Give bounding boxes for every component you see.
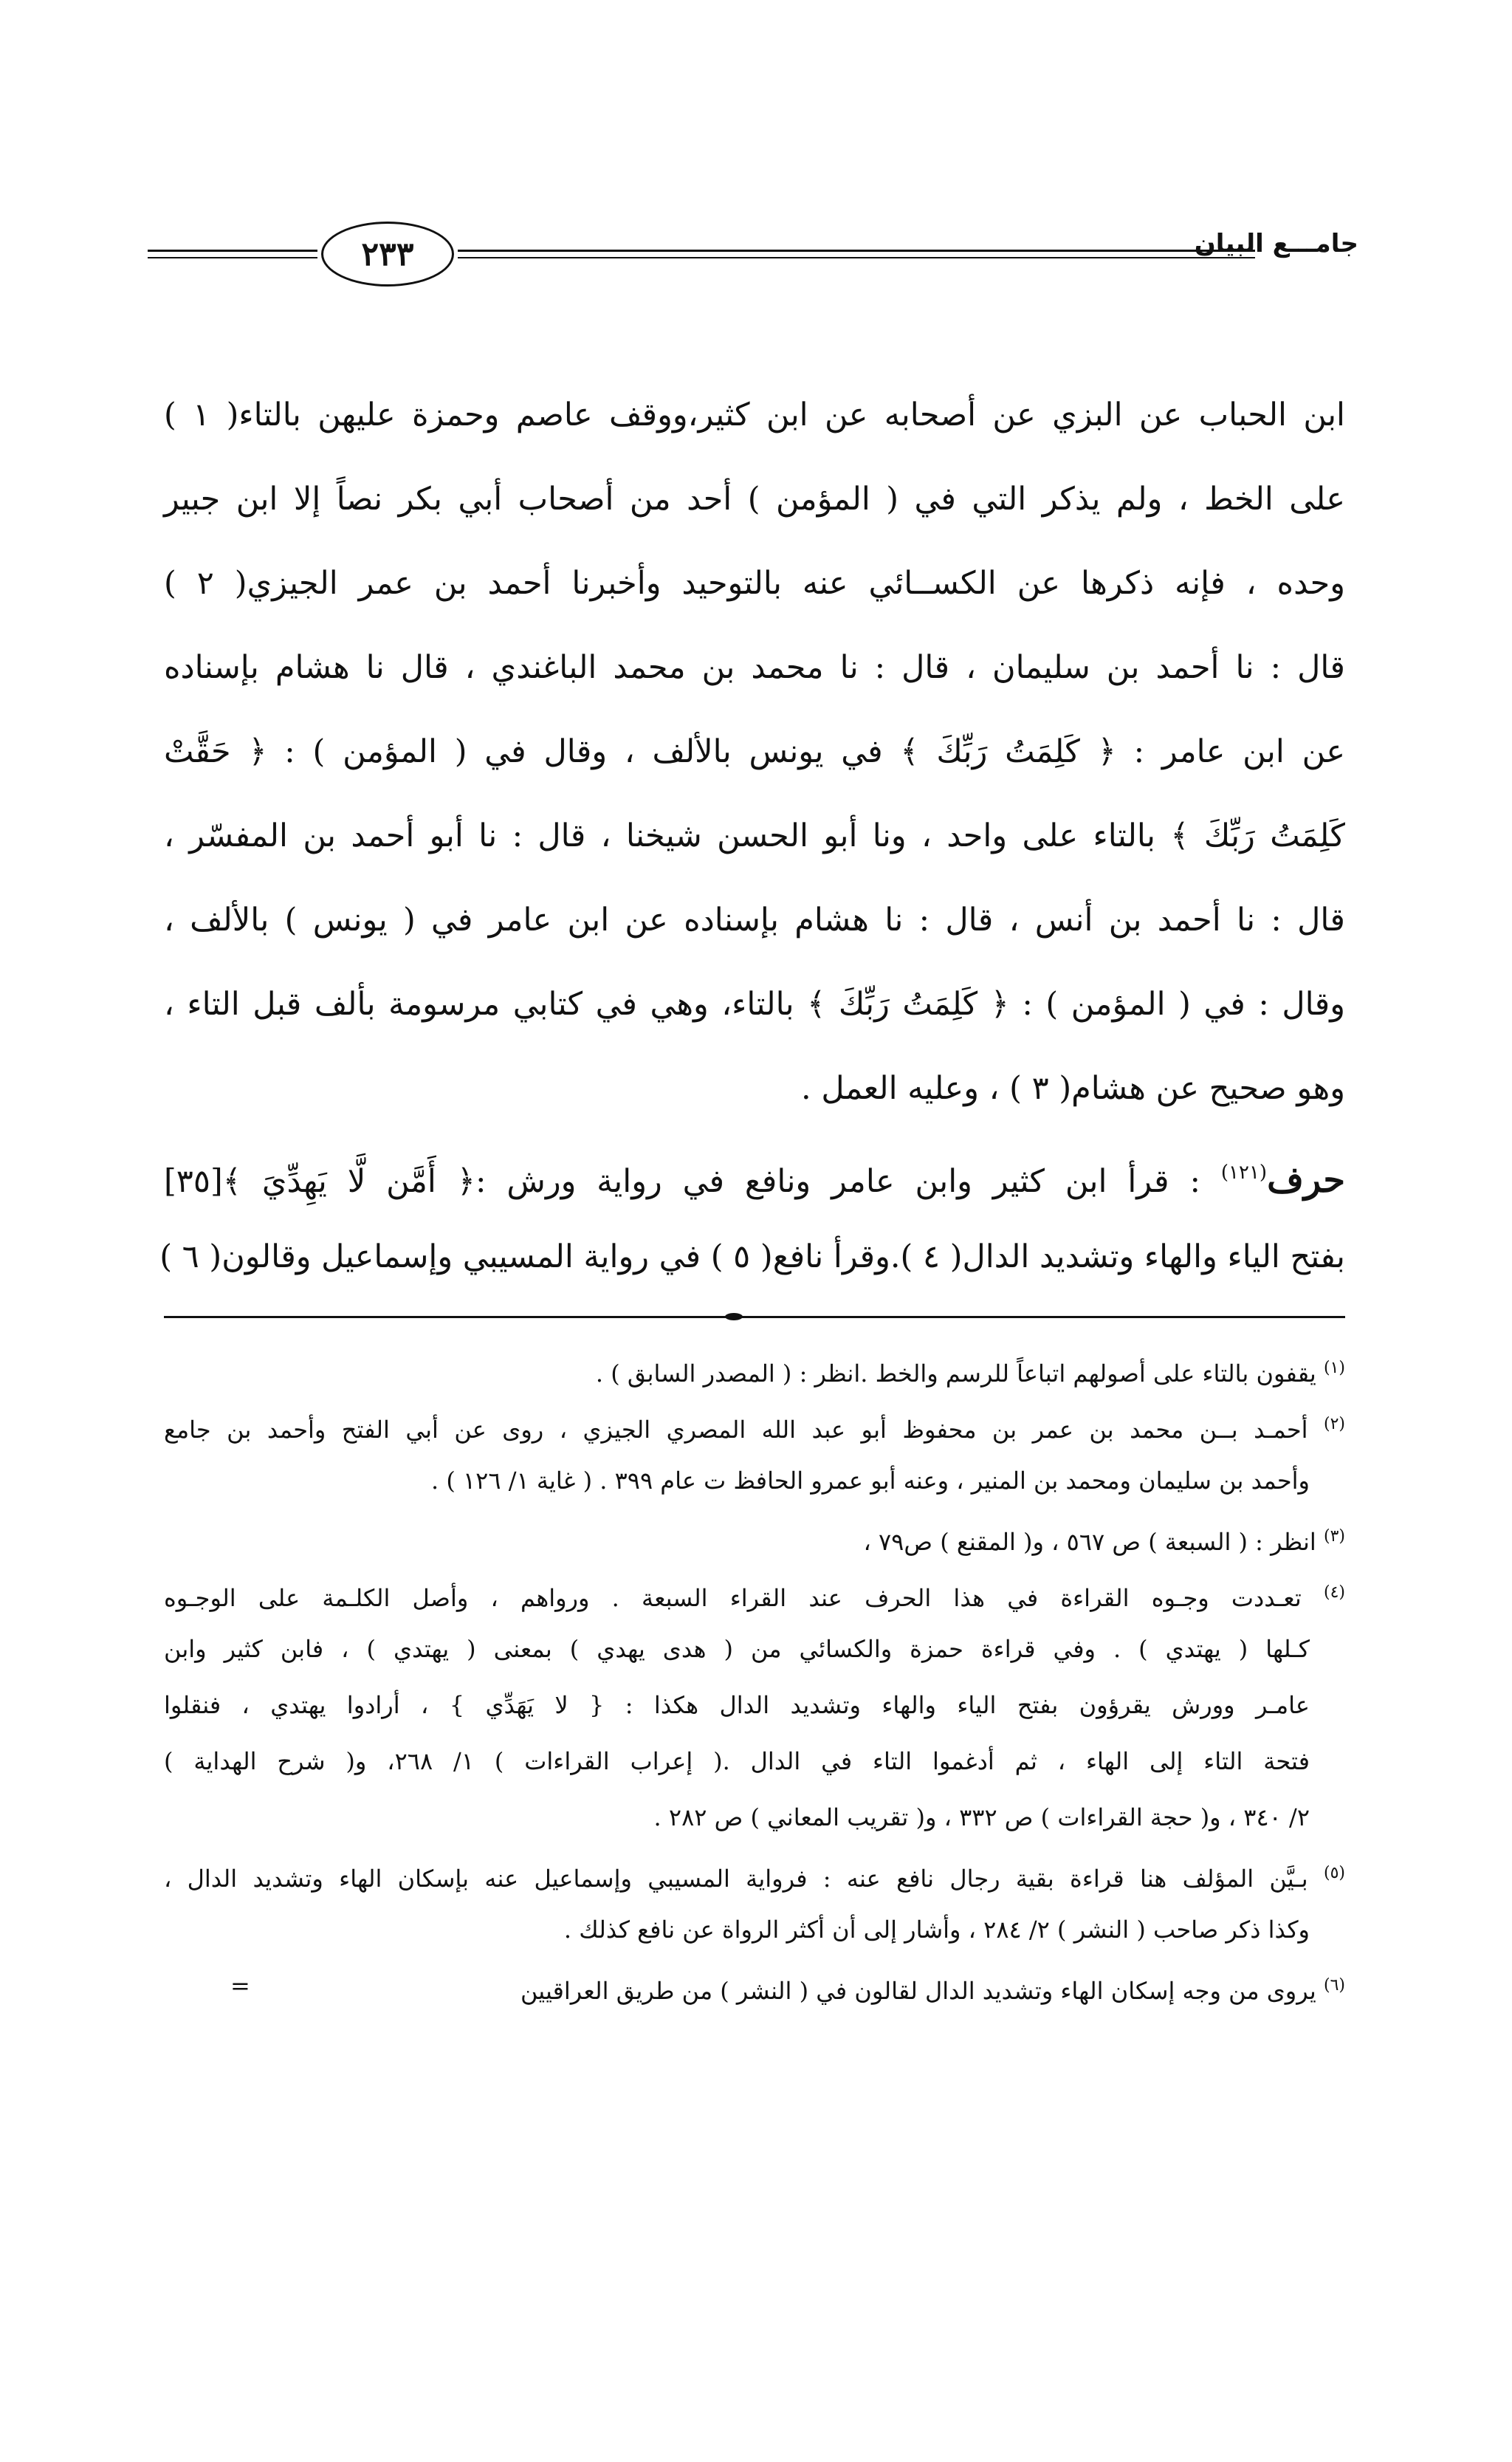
footnote-4 <box>164 1565 1345 1621</box>
footnote-4-cont: ٢/ ٣٤٠ ، و( حجة القراءات ) ص ٣٣٢ ، و( تقريب المعاني ) ص ٢٨٢ . <box>653 1803 1310 1831</box>
separator-bar <box>164 1316 1345 1318</box>
footnote-mark: (٣) <box>1323 1527 1345 1546</box>
text-line: قال : نا أحمد بن أنس ، قال : نا هشام بإسناده عن ابن عامر في ( يونس ) بالألف ، <box>164 902 1345 939</box>
text-line: عن ابن عامر : ﴿ كَلِمَتُ رَبِّكَ ﴾ في يونس بالألف ، وقال في ( المؤمن ) : ﴿ حَقَّتْ <box>164 733 1345 770</box>
page-header <box>148 222 1358 288</box>
text-line: بفتح الياء والهاء وتشديد الدال( ٤ ).وقرأ نافع( ٥ ) في رواية المسيبي وإسماعيل وقالون( ٦ ) <box>159 1238 1345 1275</box>
harf-label: حرف <box>1267 1159 1345 1201</box>
footnote-6 <box>164 1958 1345 2014</box>
main-text <box>159 373 1346 1299</box>
footnote-mark: (٤) <box>1324 1583 1346 1602</box>
footnote-text: بـيَّن المؤلف هنا قراءة بقية رجال نافع عنه : فرواية المسيبي وإسماعيل عنه بإسكان الهاء وتشديد الدال ، <box>164 1865 1308 1893</box>
harf-text: : قرأ ابن كثير وابن عامر ونافع في رواية ورش :﴿ أَمَّن لَّا يَهِدِّيَ ﴾[٣٥] <box>164 1163 1221 1200</box>
continuation-mark: = <box>230 1972 250 2000</box>
footnote-mark: (٥) <box>1324 1864 1346 1882</box>
text-line: قال : نا أحمد بن سليمان ، قال : نا محمد بن محمد الباغندي ، قال نا هشام بإسناده <box>164 649 1345 686</box>
footnotes <box>164 1340 1345 2014</box>
text-line: وحده ، فإنه ذكرها عن الكســائي عنه بالتوحيد وأخبرنا أحمد بن عمر الجيزي( ٢ ) <box>164 565 1345 602</box>
footnote-4-cont: فتحة التاء إلى الهاء ، ثم أدغموا التاء في الدال .( إعراب القراءات ) ١/ ٢٦٨، و( شرح الهداية ) <box>164 1747 1310 1775</box>
footnote-text: يقفون بالتاء على أصولهم اتباعاً للرسم والخط .انظر : ( المصدر السابق ) . <box>595 1359 1316 1388</box>
footnote-text: يروى من وجه إسكان الهاء وتشديد الدال لقالون في ( النشر ) من طريق العراقيين <box>520 1977 1316 2005</box>
header-rule-left <box>148 250 317 252</box>
footnote-mark: (٦) <box>1323 1976 1345 1995</box>
text-line: على الخط ، ولم يذكر التي في ( المؤمن ) أحد من أصحاب أبي بكر نصاً إلا ابن جبير <box>164 481 1345 518</box>
footnote-3 <box>164 1509 1345 1565</box>
harf-entry <box>164 1131 1345 1215</box>
header-rule-left-thin <box>148 257 317 258</box>
text-line: ابن الحباب عن البزي عن أصحابه عن ابن كثير،ووقف عاصم وحمزة عليهن بالتاء( ١ ) <box>164 397 1346 433</box>
text-line: وقال : في ( المؤمن ) : ﴿ كَلِمَتُ رَبِّكَ ﴾ بالتاء، وهي في كتابي مرسومة بألف قبل التاء ، <box>164 986 1345 1023</box>
footnote-2-cont: وأحمد بن سليمان ومحمد بن المنير ، وعنه أبو عمرو الحافظ ت عام ٣٩٩ . ( غاية ١/ ١٢٦ ) . <box>430 1467 1310 1495</box>
footnote-5 <box>164 1845 1345 1902</box>
footnote-5-cont: وكذا ذكر صاحب ( النشر ) ٢/ ٢٨٤ ، وأشار إلى أن أكثر الرواة عن نافع كذلك . <box>563 1916 1310 1944</box>
footnote-mark: (١) <box>1323 1359 1345 1377</box>
footnote-2 <box>164 1396 1345 1453</box>
book-title: جامـــع البيان <box>1194 229 1358 258</box>
page-number: ٢٣٣ <box>321 222 454 287</box>
text-line: كَلِمَتُ رَبِّكَ ﴾ بالتاء على واحد ، ونا أبو الحسن شيخنا ، قال : نا أبو أحمد بن المفسّر ، <box>164 817 1345 854</box>
footnote-separator <box>164 1313 1345 1322</box>
footnote-text: أحمـد بــن محمد بن عمر بن محفوظ أبو عبد الله المصري الجيزي ، روى عن أبي الفتح وأحمد بن جامع <box>164 1416 1308 1444</box>
footnote-4-cont: كـلها ( يهتدي ) . وفي قراءة حمزة والكسائي من ( هدى يهدي ) بمعنى ( يهتدي ) ، فابن كثير وابن <box>164 1635 1310 1663</box>
header-rule-right-thin <box>458 257 1255 258</box>
footnote-4-cont: عامـر وورش يقرؤون بفتح الياء والهاء وتشديد الدال هكذا : { لا يَهَدِّي } ، أرادوا يهتدي ، فنقلوا <box>164 1691 1310 1719</box>
text-line: وهو صحيح عن هشام( ٣ ) ، وعليه العمل . <box>801 1070 1345 1107</box>
separator-ornament <box>725 1313 743 1320</box>
footnote-1 <box>164 1340 1345 1396</box>
footnote-mark: (٢) <box>1324 1415 1346 1433</box>
harf-number: (١٢١) <box>1220 1162 1268 1184</box>
header-rule-right <box>458 250 1255 252</box>
footnote-text: انظر : ( السبعة ) ص ٥٦٧ ، و( المقنع ) ص٧٩ ، <box>863 1528 1316 1556</box>
footnote-text: تعـددت وجـوه القراءة في هذا الحرف عند القراء السبعة . ورواهم ، وأصل الكلـمة على الوجـوه <box>164 1584 1302 1612</box>
